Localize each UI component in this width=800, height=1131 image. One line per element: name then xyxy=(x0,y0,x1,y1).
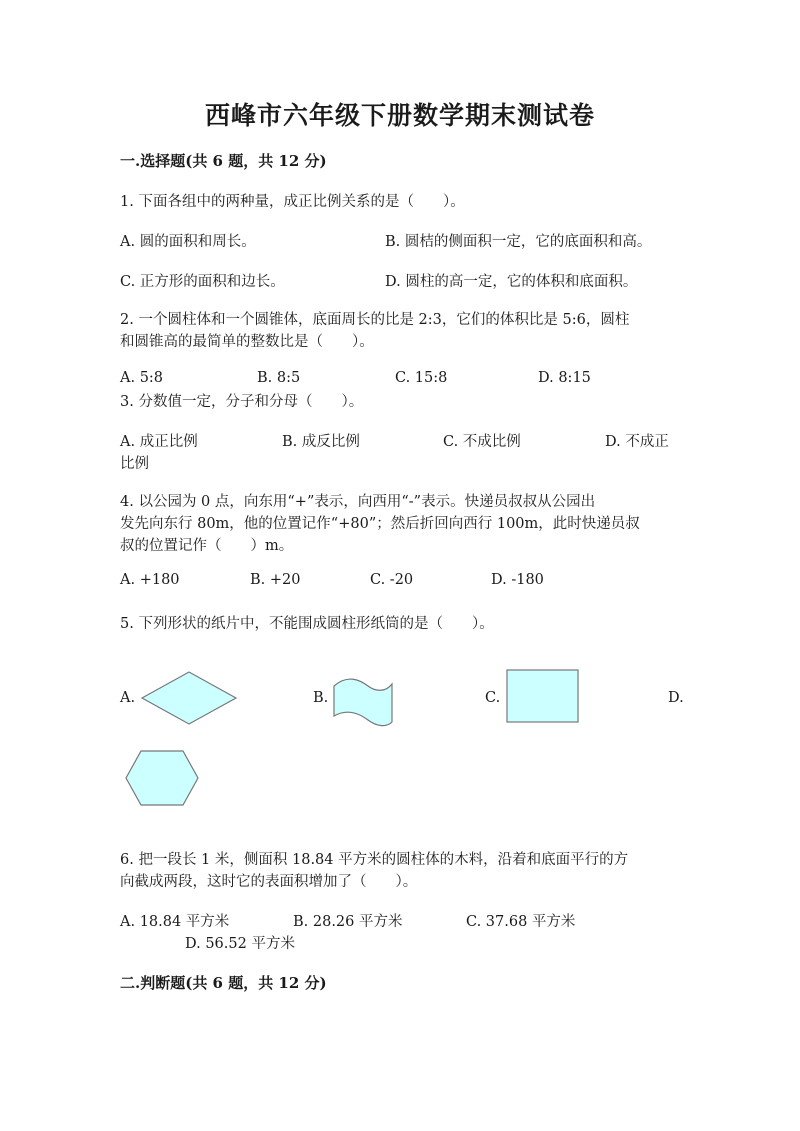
question-4-option-b: B. +20 xyxy=(250,572,301,588)
question-1-option-b: B. 圆桔的侧面积一定，它的底面积和高。 xyxy=(385,234,652,250)
question-2-option-a: A. 5:8 xyxy=(120,370,164,386)
rectangle-shape xyxy=(506,669,580,724)
question-6-stem-line-1: 6. 把一段长 1 米，侧面积 18.84 平方米的圆柱体的木料，沿着和底面平行的方 xyxy=(120,852,629,868)
section-heading-judgement: 二.判断题(共 6 题，共 12 分) xyxy=(120,974,327,992)
question-4-stem-line-2: 发先向东行 80m，他的位置记作“+80”；然后折回向西行 100m，此时快递员叔 xyxy=(120,516,640,532)
question-5-stem: 5. 下列形状的纸片中，不能围成圆柱形纸筒的是（ ）。 xyxy=(120,616,494,632)
question-4-option-d: D. -180 xyxy=(491,572,544,588)
question-1-stem: 1. 下面各组中的两种量，成正比例关系的是（ ）。 xyxy=(120,194,465,210)
question-1-option-d: D. 圆柱的高一定，它的体积和底面积。 xyxy=(385,274,638,290)
question-6-option-a: A. 18.84 平方米 xyxy=(120,914,230,930)
question-2-stem-line-1: 2. 一个圆柱体和一个圆锥体，底面周长的比是 2:3，它们的体积比是 5:6，圆柱 xyxy=(120,312,630,328)
question-4-option-c: C. -20 xyxy=(370,572,414,588)
rhombus-shape xyxy=(140,670,238,726)
question-5-option-b-label: B. xyxy=(313,690,329,706)
page-title: 西峰市六年级下册数学期末测试卷 xyxy=(204,101,595,130)
question-6-stem-line-2: 向截成两段，这时它的表面积增加了（ ）。 xyxy=(120,874,418,890)
question-2-stem-line-2: 和圆锥高的最简单的整数比是（ ）。 xyxy=(120,334,374,350)
question-6-option-c: C. 37.68 平方米 xyxy=(466,914,576,930)
hexagon-shape xyxy=(124,749,200,807)
section-heading-choice: 一.选择题(共 6 题，共 12 分) xyxy=(120,152,327,170)
question-6-option-b: B. 28.26 平方米 xyxy=(293,914,403,930)
question-2-option-b: B. 8:5 xyxy=(257,370,301,386)
question-3-option-d: D. 不成正 xyxy=(605,434,669,450)
wavy-paper-shape xyxy=(330,676,396,726)
question-4-stem-line-3: 叔的位置记作（ ）m。 xyxy=(120,538,294,554)
question-3-option-b: B. 成反比例 xyxy=(282,434,360,450)
question-5-option-d-label: D. xyxy=(668,690,684,706)
question-4-option-a: A. +180 xyxy=(120,572,180,588)
question-2-option-d: D. 8:15 xyxy=(538,370,591,386)
question-3-stem: 3. 分数值一定，分子和分母（ ）。 xyxy=(120,394,364,410)
question-5-option-c-label: C. xyxy=(485,690,501,706)
question-4-stem-line-1: 4. 以公园为 0 点，向东用“+”表示，向西用“-”表示。快递员叔叔从公园出 xyxy=(120,494,596,510)
question-3-option-d-wrap: 比例 xyxy=(120,456,149,472)
question-6-option-d: D. 56.52 平方米 xyxy=(185,936,295,952)
question-3-option-c: C. 不成比例 xyxy=(443,434,521,450)
question-3-option-a: A. 成正比例 xyxy=(120,434,198,450)
question-1-option-a: A. 圆的面积和周长。 xyxy=(120,234,256,250)
question-1-option-c: C. 正方形的面积和边长。 xyxy=(120,274,285,290)
question-5-option-a-label: A. xyxy=(120,690,136,706)
question-2-option-c: C. 15:8 xyxy=(395,370,448,386)
